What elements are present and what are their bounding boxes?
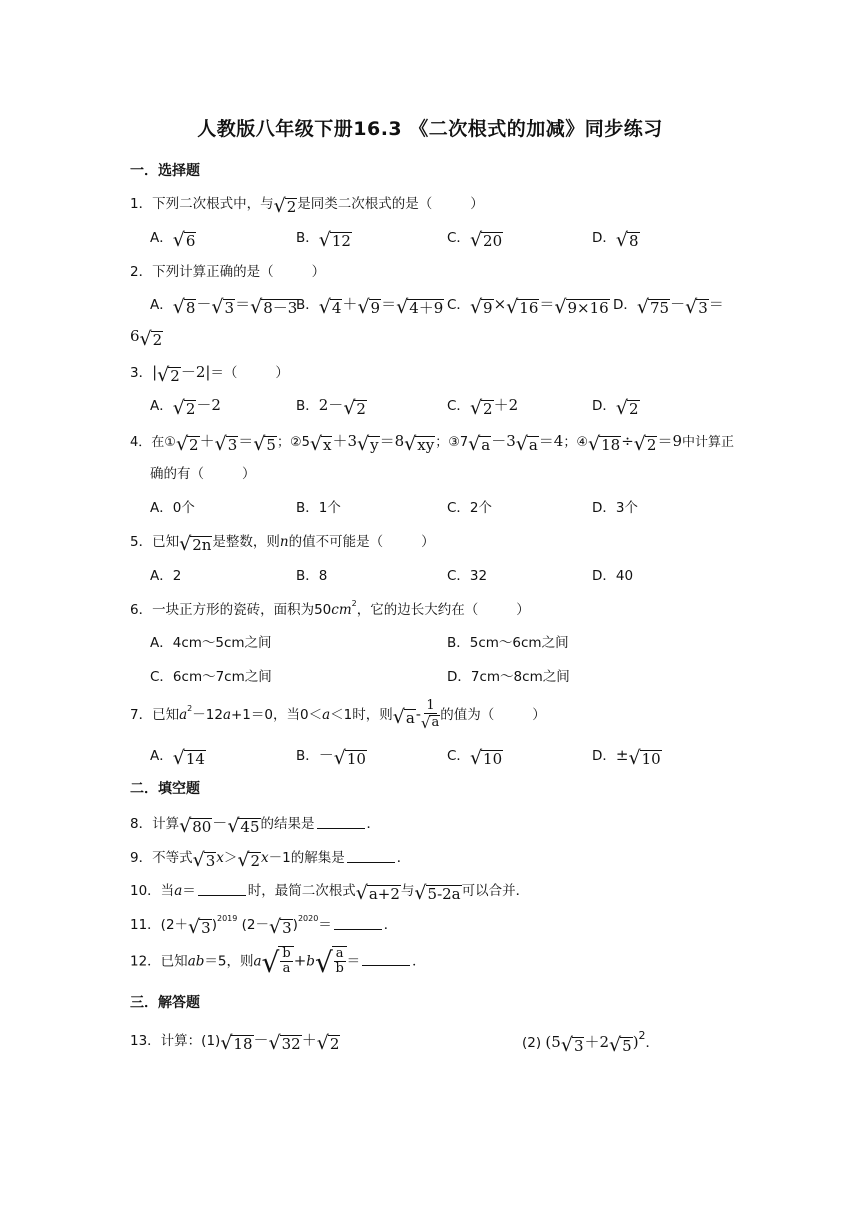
q8-answer-blank	[317, 816, 365, 829]
q1-option-d: D． √ 8	[592, 229, 639, 251]
q3-option-d: D． √ 2	[592, 397, 639, 419]
q2-option-d: D． √ 75 － √ 3 ＝	[613, 295, 724, 318]
question-3: 3．| √ 2 －2|＝（ ）	[130, 363, 289, 386]
q11-answer-blank	[334, 917, 382, 930]
q7-option-c: C． √ 10	[447, 747, 503, 769]
q1-close: ）	[470, 196, 484, 212]
q4-option-c: C．2个	[447, 500, 493, 516]
q4-line-2: 确的有（ ）	[150, 466, 256, 482]
section-solve: 三．解答题	[130, 995, 200, 1011]
q12-answer-blank	[362, 953, 410, 966]
question-12: 12．已知ab＝5，则a √ $\frac{b}{a}$ +b √ $\frac{a}{b}$ ＝ ．	[130, 945, 426, 979]
question-13-part-1: 13．计算：(1) √ 18 － √ 32 ＋ √ 2	[130, 1031, 340, 1054]
q10-answer-blank	[198, 883, 246, 896]
section-fill-in: 二．填空题	[130, 781, 200, 797]
q5-option-a: A．2	[150, 568, 182, 584]
q6-option-a: A．4cm～5cm之间	[150, 635, 272, 651]
q4-option-d: D．3个	[592, 500, 638, 516]
q1-option-c: C． √ 20	[447, 229, 503, 251]
q7-option-a: A． √ 14	[150, 747, 205, 769]
q2-option-c: C． √ 9 × √ 16 ＝ √ 9×16	[447, 295, 609, 318]
question-5: 5．已知 √ 2n 是整数，则n的值不可能是（ ）	[130, 533, 435, 555]
q1-option-b: B． √ 12	[296, 229, 351, 251]
q3-option-a: A． √ 2 －2	[150, 396, 221, 419]
question-7: 7．已知$a^2-12a+1=0$，当0＜a＜1时，则 √ a - 1 √ a 的值为（ ）	[130, 698, 546, 733]
q6-option-b: B．5cm～6cm之间	[447, 635, 569, 651]
q1-stem-a: 1．下列二次根式中，与	[130, 196, 274, 212]
q4-option-b: B．1个	[296, 500, 341, 516]
question-2: 2．下列计算正确的是（ ）	[130, 264, 326, 280]
section-choice: 一．选择题	[130, 163, 200, 179]
question-6: 6．一块正方形的瓷砖，面积为$50cm^2$，它的边长大约在（ ）	[130, 599, 530, 618]
q9-answer-blank	[347, 850, 395, 863]
q2-option-b: B． √ 4 ＋ √ 9 ＝ √ 4＋9	[296, 295, 444, 318]
question-11: 11．(2＋ √ 3 )$^{2019}$ (2－ √ 3 )$^{2020}$＝ ．	[130, 914, 398, 938]
q1-radical: √ 2	[273, 195, 297, 217]
question-13-part-2: (2) (5 √ 3 ＋2 √ 5 )$^2$．	[522, 1029, 660, 1056]
q2-option-d-continued: 6 √ 2	[130, 327, 163, 350]
question-10: 10．当a＝ 时，最简二次根式 √ a+2 与 √ 5-2a 可以合并．	[130, 882, 530, 904]
q3-option-b: B．2－ √ 2	[296, 396, 366, 419]
q7-option-b: B．－ √ 10	[296, 746, 366, 769]
q6-option-d: D．7cm～8cm之间	[447, 669, 570, 685]
q6-option-c: C．6cm～7cm之间	[150, 669, 272, 685]
question-4: 4．在① √ 2 ＋ √ 3 ＝ √ 5 ；②5 √ x ＋3 √ y ＝8 √ xy ；③7 √ a －3 √ a ＝4；④ √ 18 ÷ √ 2 ＝9中计算正	[130, 432, 734, 455]
q5-option-b: B．8	[296, 568, 328, 584]
q5-option-d: D．40	[592, 568, 634, 584]
q1-option-a: A． √ 6	[150, 229, 196, 251]
q4-option-a: A．0个	[150, 500, 195, 516]
q5-option-c: C．32	[447, 568, 488, 584]
page-title: 人教版八年级下册16.3 《二次根式的加减》同步练习	[197, 118, 663, 140]
question-8: 8．计算 √ 80 － √ 45 的结果是 ．	[130, 814, 381, 837]
q1-stem-b: 是同类二次根式的是（	[297, 196, 433, 212]
question-1	[130, 192, 484, 216]
q7-fraction: 1 √ a	[420, 698, 440, 733]
question-9: 9．不等式 √ 3 x＞ √ 2 x－1的解集是 ．	[130, 849, 411, 871]
q7-option-d: D．± √ 10	[592, 746, 661, 769]
q3-option-c: C． √ 2 ＋2	[447, 396, 519, 419]
q2-option-a: A． √ 8 － √ 3 ＝ √ 8－3	[150, 295, 298, 318]
